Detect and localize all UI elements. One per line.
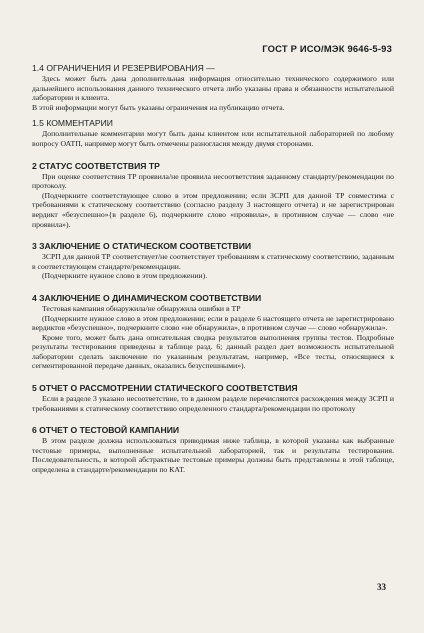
heading-6: 6 ОТЧЕТ О ТЕСТОВОЙ КАМПАНИИ [32, 425, 180, 436]
paragraph: Здесь может быть дана дополнительная информация относительно технического содержимого или дальнейшего использования данного технического отчета либо указаны права и обязанности испытательной лаборатории и клиента. [32, 74, 394, 103]
heading-2: 2 СТАТУС СООТВЕТСТВИЯ ТР [32, 160, 160, 171]
paragraph: (Подчеркните нужное слово в этом предложении; если в разделе 6 настоящего отчета не зарегистрировано вердиктов «безуспешно», подчеркните слово «не обнаружила», в противном случае — слово «обнаружила». [32, 313, 394, 333]
running-header: ГОСТ Р ИСО/МЭК 9646-5-93 [262, 43, 392, 54]
paragraph: (Подчеркните нужное слово в этом предложении). [42, 271, 208, 281]
paragraph: В этой информации могут быть указаны ограничения на публикацию отчета. [32, 102, 285, 112]
paragraph: ЗСРП для данной ТР соответствует/не соответствует требованиям к статическому соответствию, заданным в соответствующем стандарте/рекомендации. [32, 252, 394, 271]
heading-1-5: 1.5 КОММЕНТАРИИ [32, 118, 113, 129]
paragraph: (Подчеркните соответствующее слово в этом предложении; если ЗСРП для данной ТР совместима с требованиями к статическому соответствию (согласно разделу 3 настоящего отчета) и не зарегистрирован вердикт «безуспешно»{в разделе 6), подчеркните слово «проявила», в противном случае — слово «не проявила»). [32, 190, 394, 229]
paragraph: При оценке соответствия ТР проявила/не проявила несоответствия заданному стандарту/рекомендации по протоколу. [32, 171, 394, 191]
paragraph: Кроме того, может быть дана описательная сводка результатов выполнения группы тестов. Подробные результаты тестирования приведены в таблице разд. 6; данный раздел дает возможность испытательной лаборатории сделать заключение по указанным результатам, например, «Все тесты, относящиеся к сегментированной передаче данных, оказались безуспешными»). [32, 332, 394, 371]
page-number: 33 [377, 582, 386, 592]
heading-1-4: 1.4 ОГРАНИЧЕНИЯ И РЕЗЕРВИРОВАНИЯ — [32, 63, 215, 73]
heading-5: 5 ОТЧЕТ О РАССМОТРЕНИИ СТАТИЧЕСКОГО СООТВЕТСТВИЯ [32, 383, 298, 394]
heading-3: 3 ЗАКЛЮЧЕНИЕ О СТАТИЧЕСКОМ СООТВЕТСТВИИ [32, 241, 252, 252]
heading-4: 4 ЗАКЛЮЧЕНИЕ О ДИНАМИЧЕСКОМ СООТВЕТСТВИИ [32, 292, 262, 303]
paragraph: Тестовая кампания обнаружила/не обнаружила ошибки в ТР [42, 303, 241, 313]
paragraph: Дополнительные комментарии могут быть даны клиентом или испытательной лабораторией по любому вопросу ОАТП, например могут быть отмечены разногласия между двумя сторонами. [32, 129, 394, 148]
paragraph: В этом разделе должна использоваться приводимая ниже таблица, в которой указаны как выбранные тестовые примеры, выполненные испытательной лабораторией, так и результаты тестирования. Последовательность, в которой абстрактные тестовые примеры должны быть представлены в этой таблице, определена в стандарте/рекомендации по КАТ. [32, 436, 394, 475]
page-content [32, 63, 394, 475]
paragraph: Если в разделе 3 указано несоответствие, то в данном разделе перечисляются расхождения между ЗСРП и требованиями к статическому соответствию определенного стандарта/рекомендации по протоколу [32, 394, 394, 413]
